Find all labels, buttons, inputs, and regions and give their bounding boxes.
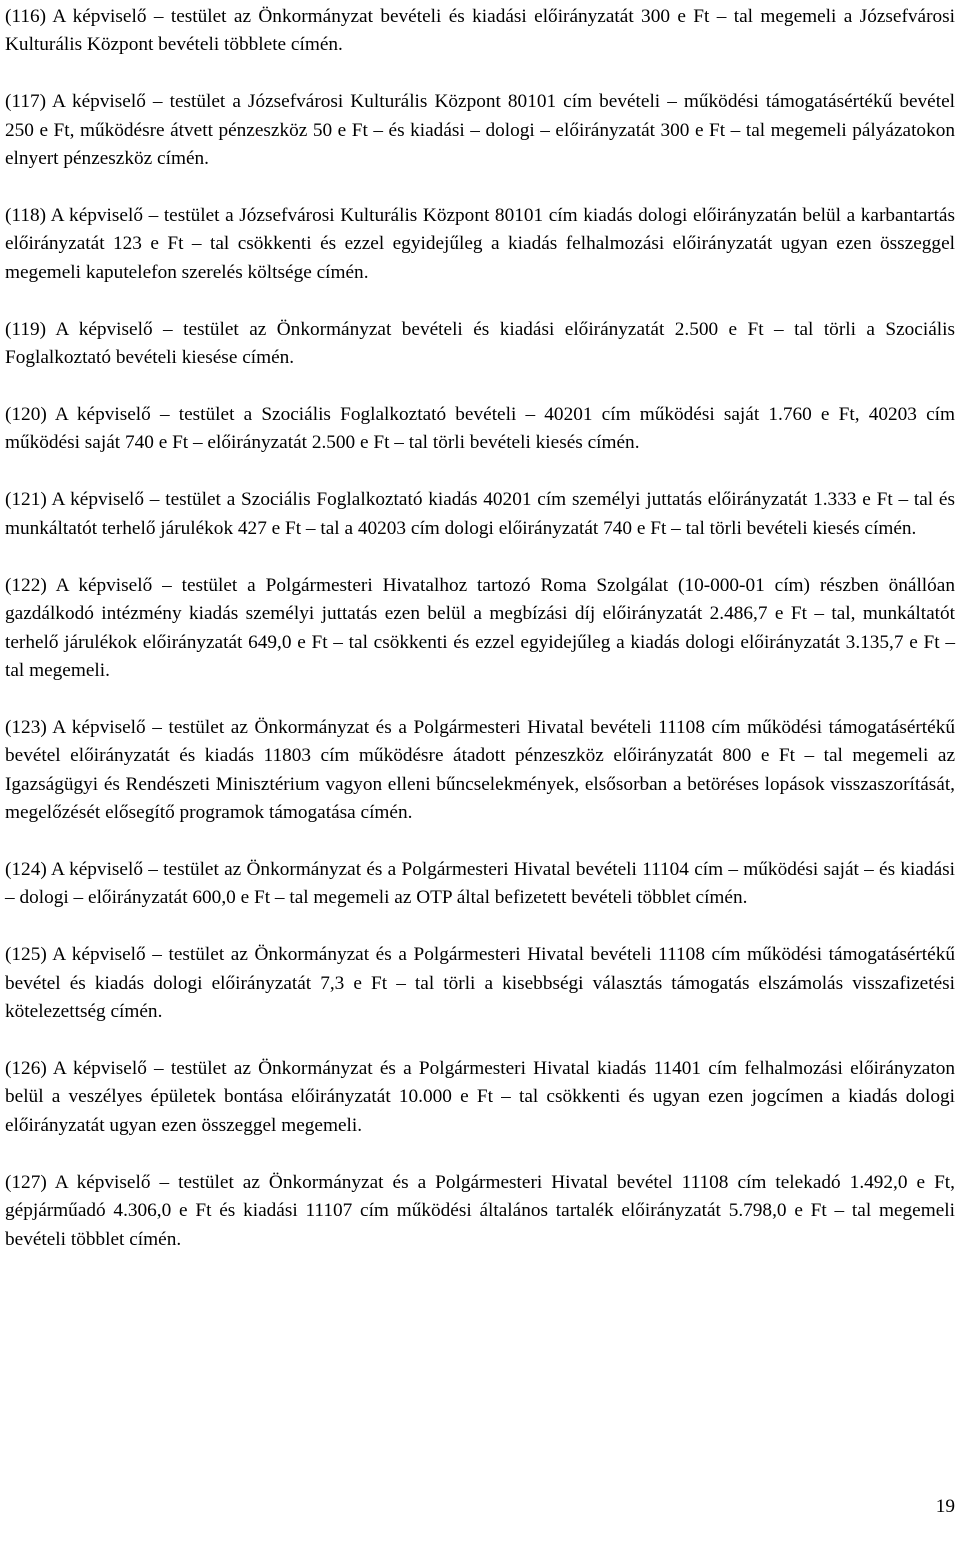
paragraph-124: (124) A képviselő – testület az Önkormányzat és a Polgármesteri Hivatal bevételi 11104 cím – működési saját – és kiadási – dologi – előirányzatát 600,0 e Ft – tal megemeli az OTP által befizetett bevételi többlet címén.: [5, 858, 955, 909]
paragraph-121: (121) A képviselő – testület a Szociális Foglalkoztató kiadás 40201 cím személyi juttatás előirányzatát 1.333 e Ft – tal és munkáltatót terhelő járulékok 427 e Ft – tal a 40203 cím dologi előirányzatát 740 e Ft – tal törli bevételi kiesés címén.: [5, 489, 955, 539]
paragraph-127: (127) A képviselő – testület az Önkormányzat és a Polgármesteri Hivatal bevétel 11108 cím telekadó 1.492,0 e Ft, gépjárműadó 4.306,0 e Ft és kiadási 11107 cím működési általános tartalék előirányzatát 5.798,0 e Ft – tal megemeli bevételi többlet címén.: [5, 1171, 955, 1250]
paragraph-117: (117) A képviselő – testület a Józsefvárosi Kulturális Központ 80101 cím bevételi – működési támogatásértékű bevétel 250 e Ft, működésre átvett pénzeszköz 50 e Ft – és kiadási – dologi – előirányzatát 300 e Ft – tal megemeli pályázatokon elnyert pénzeszköz címén.: [5, 91, 955, 170]
paragraph-122: (122) A képviselő – testület a Polgármesteri Hivatalhoz tartozó Roma Szolgálat (10-000-01 cím) részben önállóan gazdálkodó intézmény kiadás személyi juttatás ezen belül a megbízási díj előirányzatát 2.486,7 e Ft – tal, munkáltatót terhelő járulékok előirányzatát 649,0 e Ft – tal csökkenti és ezzel egyidejűleg a kiadás dologi előirányzatát 3.135,7 e Ft – tal megemeli.: [5, 574, 955, 681]
paragraph-119: (119) A képviselő – testület az Önkormányzat bevételi és kiadási előirányzatát 2.500 e Ft – tal törli a Szociális Foglalkoztató bevételi kiesése címén.: [5, 318, 955, 369]
document-page: [5, 3, 955, 1254]
paragraph-120: (120) A képviselő – testület a Szociális Foglalkoztató bevételi – 40201 cím működési saját 1.760 e Ft, 40203 cím működési saját 740 e Ft – előirányzatát 2.500 e Ft – tal törli bevételi kiesés címén.: [5, 404, 955, 454]
paragraph-116: (116) A képviselő – testület az Önkormányzat bevételi és kiadási előirányzatát 300 e Ft – tal megemeli a Józsefvárosi Kulturális Központ bevételi többlete címén.: [5, 6, 955, 56]
paragraph-125: (125) A képviselő – testület az Önkormányzat és a Polgármesteri Hivatal bevételi 11108 cím működési támogatásértékű bevétel és kiadás dologi előirányzatát 7,3 e Ft – tal törli a kisebbségi választás támogatás elszámolás visszafizetési kötelezettség címén.: [5, 944, 955, 1023]
paragraph-126: (126) A képviselő – testület az Önkormányzat és a Polgármesteri Hivatal kiadás 11401 cím felhalmozási előirányzaton belül a veszélyes épületek bontása előirányzatát 10.000 e Ft – tal csökkenti és ugyan ezen jogcímen a kiadás dologi előirányzatát ugyan ezen összeggel megemeli.: [5, 1057, 955, 1136]
page-number: 19: [935, 1496, 955, 1517]
paragraph-118: (118) A képviselő – testület a Józsefvárosi Kulturális Központ 80101 cím kiadás dologi előirányzatán belül a karbantartás előirányzatát 123 e Ft – tal csökkenti és ezzel egyidejűleg a kiadás felhalmozási előirányzatát ugyan ezen összeggel megemeli kaputelefon szerelés költsége címén.: [5, 205, 955, 283]
paragraph-123: (123) A képviselő – testület az Önkormányzat és a Polgármesteri Hivatal bevételi 11108 cím működési támogatásértékű bevétel előirányzatát és kiadás 11803 cím működésre átadott pénzeszköz előirányzatát 800 e Ft – tal megemeli az Igazságügyi és Rendészeti Minisztérium vagyon elleni bűncselekmények, elsősorban a betöréses lopások visszaszorítását, megelőzését elősegítő programok támogatása címén.: [5, 716, 955, 824]
